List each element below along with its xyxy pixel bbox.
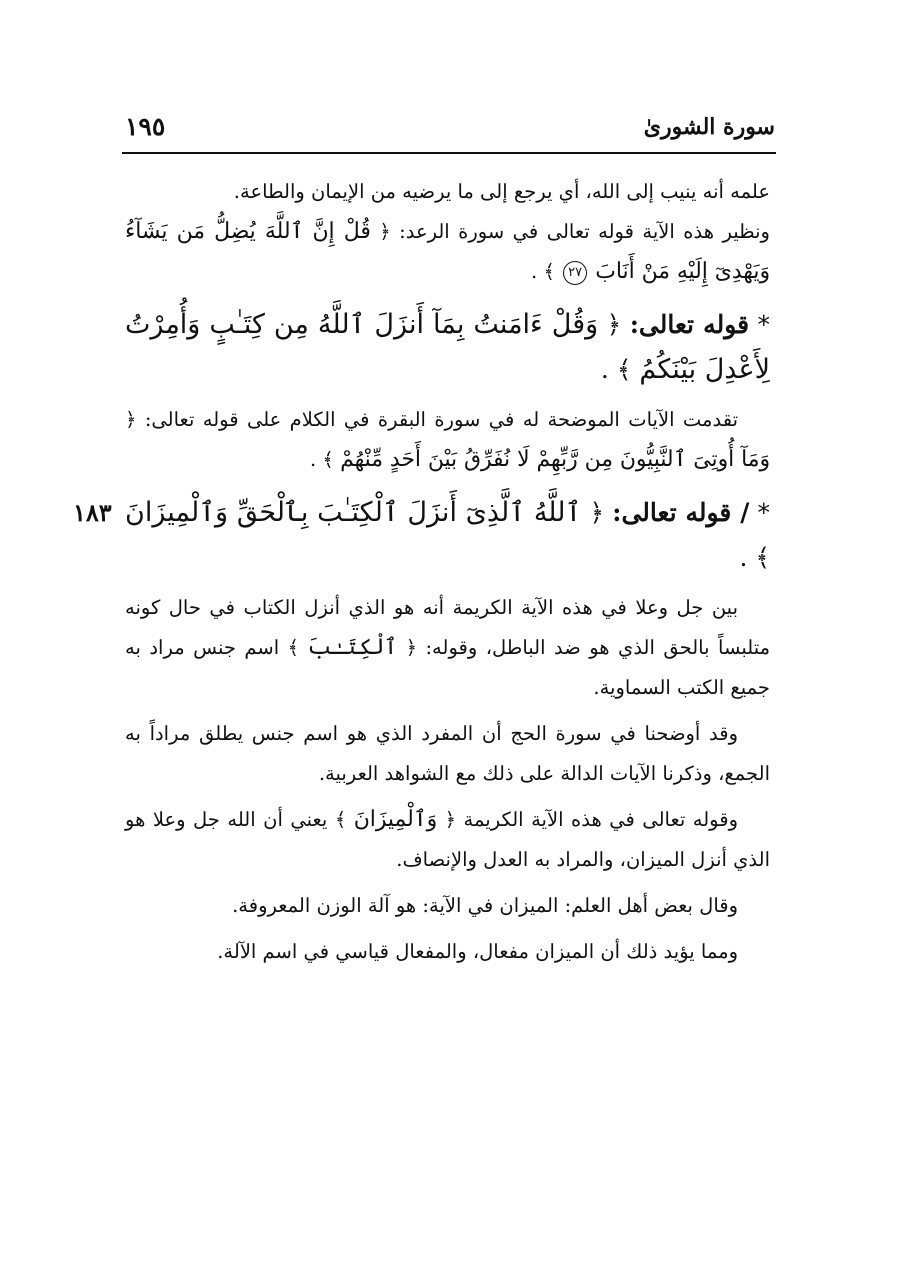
quran-verse-heading-2: ٱللَّهُ ٱلَّذِىٓ أَنزَلَ ٱلْكِتَـٰبَ بِٱلْحَقِّ وَٱلْمِيزَانَ bbox=[125, 497, 582, 528]
sentence-end: . bbox=[600, 355, 609, 384]
quran-bracket-open: ﴿ bbox=[589, 498, 605, 527]
quran-verse-heading-1: وَقُلْ ءَامَنتُ بِمَآ أَنزَلَ ٱللَّهُ مِن كِتَـٰبٍ وَأُمِرْتُ لِأَعْدِلَ بَيْنَكُمُ bbox=[125, 309, 770, 385]
quran-word-kitab: ٱلْكِتَـٰبَ bbox=[307, 635, 398, 660]
surah-title: سورة الشورىٰ bbox=[643, 114, 775, 140]
heading-lead: / قوله تعالى: bbox=[612, 498, 750, 527]
paragraph-3 bbox=[125, 588, 770, 708]
page-header bbox=[125, 112, 775, 148]
sentence-end: . bbox=[310, 448, 317, 471]
paragraph-6 bbox=[125, 886, 770, 926]
quran-bracket-open: ﴿ bbox=[125, 408, 137, 431]
quran-bracket-close: ﴾ bbox=[543, 260, 555, 283]
quran-verse-baqarah: وَمَآ أُوتِىَ ٱلنَّبِيُّونَ مِن رَّبِّهِمْ لَا نُفَرِّقُ بَيْنَ أَحَدٍ مِّنْهُمْ bbox=[340, 447, 770, 472]
paragraph-3-text: بين جل وعلا في هذه الآية الكريمة أنه هو الذي أنزل الكتاب في حال كونه متلبساً بالحق الذي هو ضد الباطل، وقوله: bbox=[125, 596, 771, 659]
heading-lead: قوله تعالى: bbox=[629, 310, 750, 339]
quran-word-mizan: وَٱلْمِيزَانَ bbox=[353, 807, 438, 832]
sentence-end: . bbox=[739, 543, 748, 572]
page-body bbox=[73, 172, 771, 978]
verse-number-badge: ٢٧ bbox=[563, 261, 587, 285]
quran-bracket-open: ﴿ bbox=[444, 808, 457, 831]
paragraph-2 bbox=[125, 400, 770, 480]
quran-bracket-open: ﴿ bbox=[606, 310, 622, 339]
quran-bracket-close: ﴾ bbox=[322, 448, 334, 471]
paragraph-1 bbox=[125, 172, 770, 292]
quran-bracket-close: ﴾ bbox=[287, 636, 300, 659]
heading-asterisk: * bbox=[757, 498, 770, 527]
paragraph-5-text: وقوله تعالى في هذه الآية الكريمة bbox=[463, 808, 738, 831]
quran-verse-raad: قُلْ إِنَّ ٱللَّهَ يُضِلُّ مَن يَشَآءُ وَيَهْدِىٓ إِلَيْهِ مَنْ أَنَابَ bbox=[125, 219, 770, 284]
quran-bracket-open: ﴿ bbox=[405, 636, 417, 659]
paragraph-3-text-2: اسم جنس مراد به جميع الكتب السماوية. bbox=[125, 636, 770, 699]
paragraph-5 bbox=[125, 800, 770, 880]
quran-bracket-close: ﴾ bbox=[616, 355, 632, 384]
heading-asterisk: * bbox=[757, 310, 770, 339]
paragraph-1-line-1: علمه أنه ينيب إلى الله، أي يرجع إلى ما يرضيه من الإيمان والطاعة. bbox=[233, 180, 770, 203]
page-number: ١٩٥ bbox=[125, 112, 166, 141]
section-heading-2 bbox=[73, 490, 770, 580]
paragraph-5-text-2: يعني أن الله جل وعلا هو الذي أنزل الميزان، والمراد به العدل والإنصاف. bbox=[125, 808, 770, 871]
quran-bracket-open: ﴿ bbox=[379, 220, 391, 243]
section-heading-1 bbox=[125, 302, 770, 392]
paragraph-6-text: وقال بعض أهل العلم: الميزان في الآية: هو آلة الوزن المعروفة. bbox=[232, 894, 738, 917]
paragraph-4-text: وقد أوضحنا في سورة الحج أن المفرد الذي هو اسم جنس يطلق مراداً به الجمع، وذكرنا الآيات الدالة على ذلك مع الشواهد العربية. bbox=[125, 722, 770, 785]
quran-bracket-close: ﴾ bbox=[755, 543, 770, 572]
margin-page-number: ١٨٣ bbox=[73, 498, 112, 527]
header-rule bbox=[122, 152, 776, 154]
paragraph-7 bbox=[125, 932, 770, 972]
paragraph-1-line-2 bbox=[125, 212, 770, 292]
quran-bracket-close: ﴾ bbox=[334, 808, 347, 831]
paragraph-2-text: تقدمت الآيات الموضحة له في سورة البقرة في الكلام على قوله تعالى: bbox=[144, 408, 738, 431]
sentence-end: . bbox=[531, 260, 538, 283]
paragraph-7-text: ومما يؤيد ذلك أن الميزان مفعال، والمفعال قياسي في اسم الآلة. bbox=[217, 940, 738, 963]
paragraph-4 bbox=[125, 714, 770, 794]
paragraph-1-text: ونظير هذه الآية قوله تعالى في سورة الرعد: bbox=[399, 220, 770, 243]
